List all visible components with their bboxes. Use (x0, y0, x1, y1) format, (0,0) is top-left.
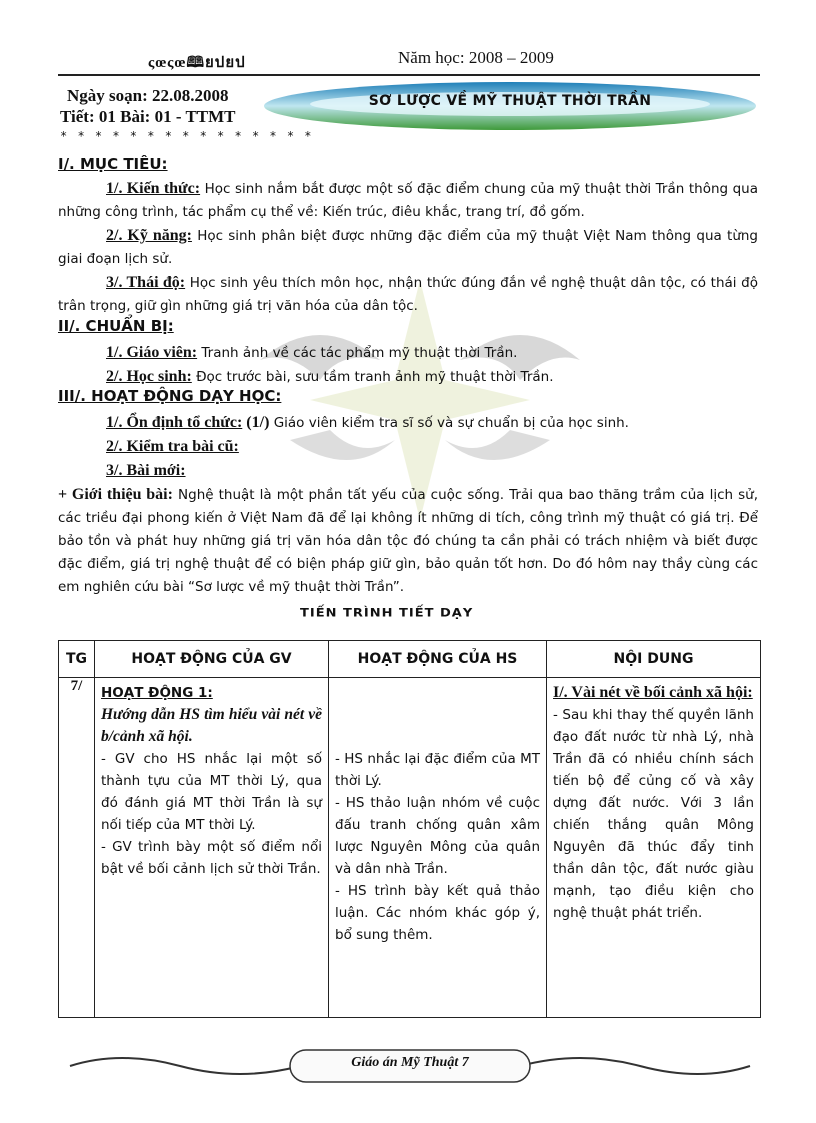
prep-teacher: 1/. Giáo viên: Tranh ảnh về các tác phẩm mỹ thuật thời Trần. (106, 344, 518, 361)
table-header-row (59, 641, 761, 678)
objective-attitude: 3/. Thái độ: Học sinh yêu thích môn học, nhận thức đúng đắn về nghệ thuật dân tộc, có thái độ trân trọng, giữ gìn những giá trị văn hóa của dân tộc. (58, 274, 758, 314)
hs-step-3: - HS trình bày kết quả thảo luận. Các nhóm khác góp ý, bổ sung thêm. (335, 883, 540, 943)
activities (58, 411, 758, 599)
school-year: Năm học: 2008 – 2009 (398, 48, 554, 67)
activity-new: 3/. Bài mới: (106, 462, 186, 479)
table-row (59, 678, 761, 1018)
gv-step-2: - GV trình bày một số điểm nổi bật về bối cảnh lịch sử thời Trần. (101, 839, 322, 877)
section-3-title: III/. HOẠT ĐỘNG DẠY HỌC: (58, 387, 282, 405)
header-content: NỘI DUNG (547, 641, 761, 678)
lesson-table (58, 640, 761, 1018)
lesson-title: SƠ LƯỢC VỀ MỸ THUẬT THỜI TRẦN (368, 93, 652, 109)
gv-activity-subtitle: Hướng dẫn HS tìm hiểu vài nét về b/cảnh xã hội. (101, 706, 322, 745)
prep-student: 2/. Học sinh: Đọc trước bài, sưu tầm tranh ảnh mỹ thuật thời Trần. (106, 368, 554, 385)
footer-label: Giáo án Mỹ Thuật 7 (351, 1055, 469, 1070)
content-title: I/. Vài nét về bối cảnh xã hội: (553, 684, 753, 701)
star-divider: * * * * * * * * * * * * * * * (60, 129, 314, 143)
objective-knowledge: 1/. Kiến thức: Học sinh nắm bắt được một số đặc điểm chung của mỹ thuật thời Trần thông qua những công trình, tác phẩm cụ thể về: Kiến trúc, điêu khắc, trang trí, đồ gốm. (58, 180, 759, 220)
preparation (58, 341, 758, 389)
preparation-date: Ngày soạn: 22.08.2008 (67, 86, 229, 105)
lesson-period: Tiết: 01 Bài: 01 - TTMT (60, 107, 236, 126)
hs-step-2: - HS thảo luận nhóm về cuộc đấu tranh chống quân xâm lược Nguyên Mông của quân và dân nhà Trần. (335, 795, 540, 877)
activity-check: 2/. Kiểm tra bài cũ: (106, 438, 239, 455)
objectives (58, 177, 758, 318)
header-decoration: ςœςœ🕮ยปยป (148, 55, 246, 71)
cell-tg: 7/ (59, 678, 95, 1018)
header-hs: HOẠT ĐỘNG CỦA HS (329, 641, 547, 678)
section-2-title: II/. CHUẨN BỊ: (58, 317, 174, 335)
section-1-title: I/. MỤC TIÊU: (58, 155, 168, 173)
hs-step-1: - HS nhắc lại đặc điểm của MT thời Lý. (335, 751, 540, 789)
objective-skills: 2/. Kỹ năng: Học sinh phân biệt được những đặc điểm của mỹ thuật Việt Nam thông qua từng giai đoạn lịch sử. (58, 227, 758, 267)
lesson-intro: + Giới thiệu bài: Nghệ thuật là một phần tất yếu của cuộc sống. Trải qua bao thăng trầm của lịch sử, các triều đại phong kiến ở Việt Nam đã để lại không ít những di tích, công trình mỹ thuật có giá trị. Để bảo tồn và phát huy những giá trị văn hóa dân tộc đó chúng ta cần phải có trách nhiệm và biết được đặc điểm, giá trị nghệ thuật để có biện pháp giữ gìn, bảo quản tốt hơn. Do đó hôm nay thầy cùng các em nghiên cứu bài “Sơ lược về mỹ thuật thời Trần”. (58, 486, 759, 595)
header-divider (58, 74, 760, 76)
header-gv: HOẠT ĐỘNG CỦA GV (95, 641, 329, 678)
content-text: - Sau khi thay thế quyền lãnh đạo đất nước từ nhà Lý, nhà Trần đã có nhiều chính sách tiến bộ để củng cố và xây dựng đất nước. Với 3 lần chiến thắng quân Mông Nguyên đã thúc đẩy tinh thần dân tộc, đất nước giàu mạnh, tạo điều kiện cho nghệ thuật phát triển. (553, 707, 754, 921)
cell-content (547, 678, 761, 1018)
progress-title: TIẾN TRÌNH TIẾT DẠY (300, 606, 474, 621)
header-tg: TG (59, 641, 95, 678)
cell-hs (329, 678, 547, 1018)
gv-step-1: - GV cho HS nhắc lại một số thành tựu của MT thời Lý, qua đó đánh giá MT thời Trần là sự nối tiếp của MT thời Lý. (101, 751, 322, 833)
gv-activity-title: HOẠT ĐỘNG 1: (101, 685, 213, 701)
activity-organize: 1/. Ổn định tổ chức: (1/) Giáo viên kiểm tra sĩ số và sự chuẩn bị của học sinh. (106, 414, 629, 431)
cell-gv (95, 678, 329, 1018)
